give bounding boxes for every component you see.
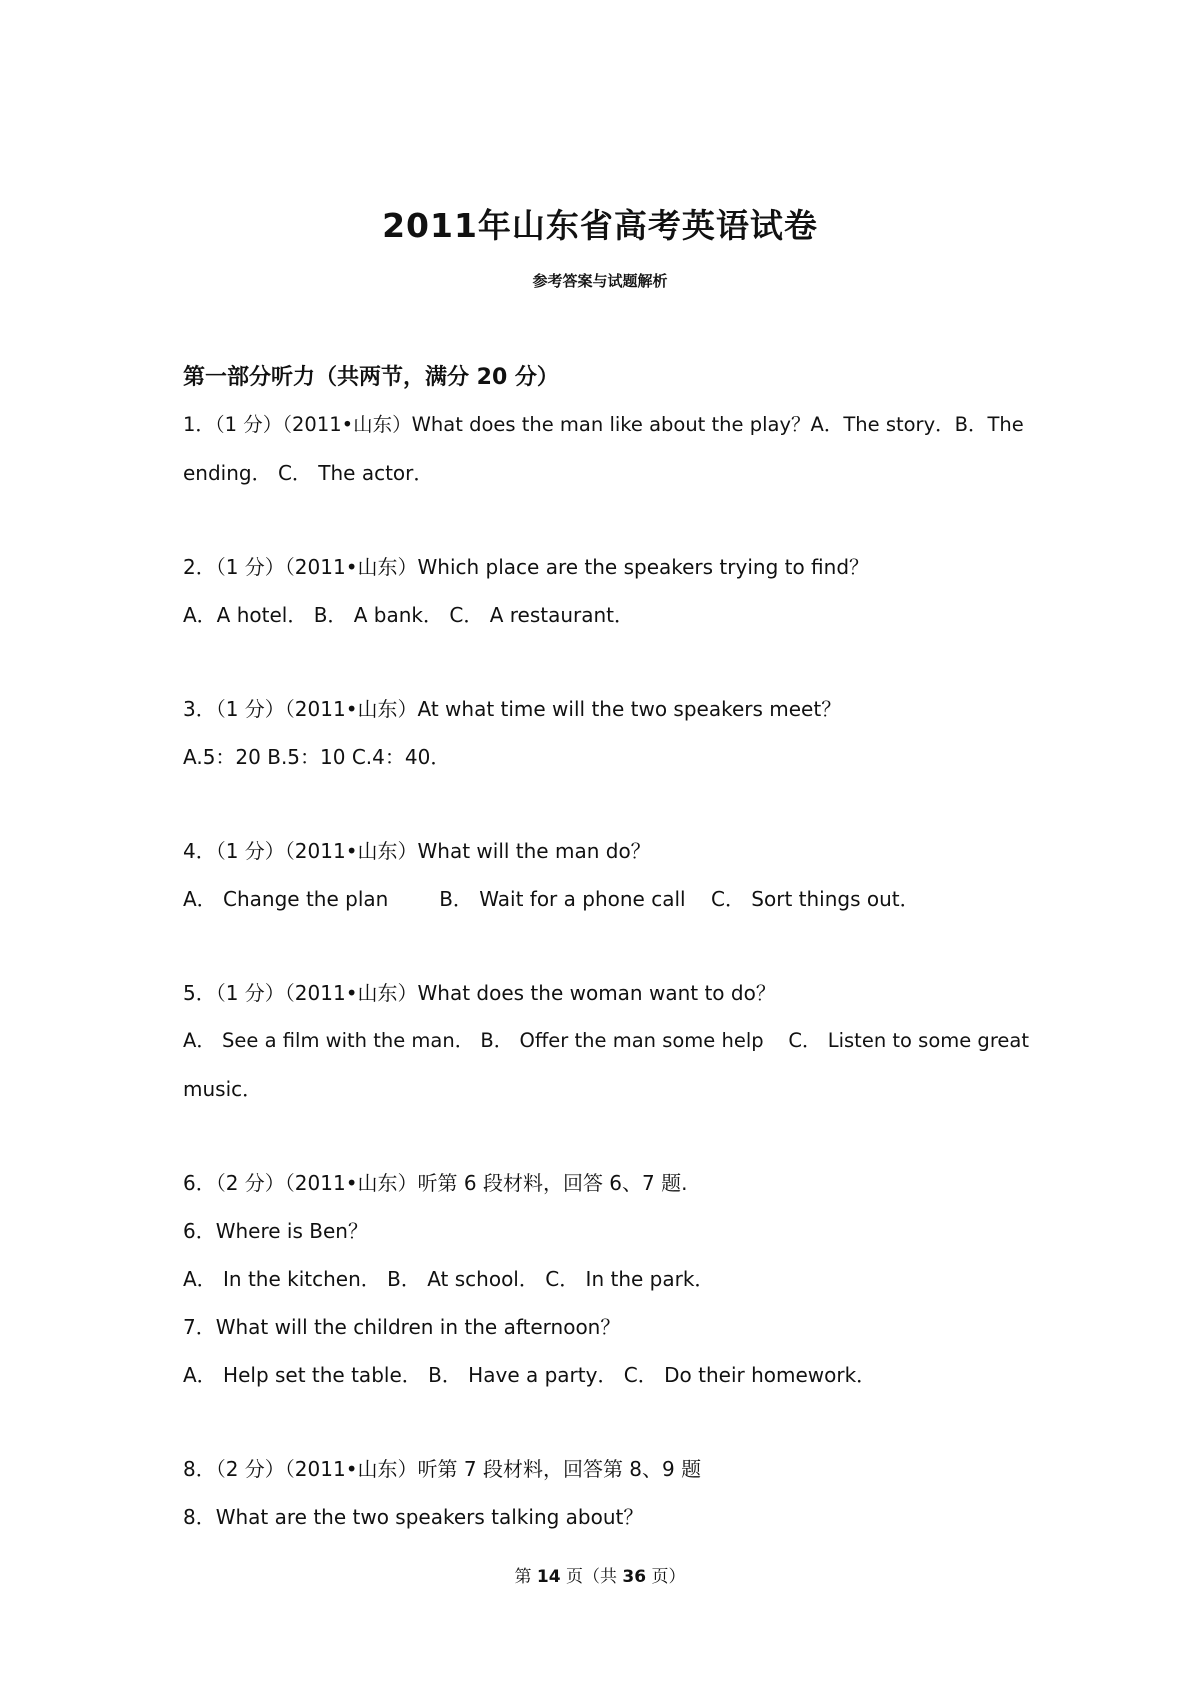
question-line: music． <box>183 1077 263 1101</box>
section-heading: 第一部分听力（共两节，满分 20 分） <box>183 365 559 390</box>
footer-middle: 页（共 <box>560 1567 623 1587</box>
question-line: 6．Where is Ben？ <box>183 1219 368 1243</box>
footer-prefix: 第 <box>514 1567 537 1587</box>
question-line: A． In the kitchen． B． At school． C． In the park． <box>183 1267 715 1291</box>
question-5 <box>183 969 1033 1113</box>
document-title: 2011年山东省高考英语试卷 <box>382 206 818 245</box>
question-1 <box>183 401 1033 497</box>
question-line: A． Change the plan B． Wait for a phone call C． Sort things out． <box>183 887 920 911</box>
question-line: 8．（2 分）（2011•山东）听第 7 段材料，回答第 8、9 题 <box>183 1457 702 1481</box>
question-line: A．A hotel． B． A bank． C． A restaurant． <box>183 603 635 627</box>
question-line: 5．（1 分）（2011•山东）What does the woman want to do？ <box>183 981 776 1005</box>
question-line: ending． C． The actor． <box>183 461 434 485</box>
footer-page-number: 14 <box>536 1567 561 1587</box>
question-line: A． See a film with the man． B． Offer the man some help C． Listen to some great <box>183 1029 1029 1052</box>
question-line: 4．（1 分）（2011•山东）What will the man do？ <box>183 839 651 863</box>
page-footer <box>0 1562 1200 1587</box>
question-3 <box>183 685 1033 781</box>
question-line: 8．What are the two speakers talking about？ <box>183 1505 644 1529</box>
document-body <box>183 355 1033 1541</box>
question-line: 1．（1 分）（2011•山东）What does the man like about the play？A．The story．B．The <box>183 413 1024 436</box>
question-line: A.5：20 B.5：10 C.4：40． <box>183 745 451 769</box>
question-6 <box>183 1159 1033 1399</box>
footer-suffix: 页） <box>646 1567 686 1587</box>
question-line: 2．（1 分）（2011•山东）Which place are the speakers trying to find？ <box>183 555 870 579</box>
question-2 <box>183 543 1033 639</box>
document-subtitle: 参考答案与试题解析 <box>532 272 668 290</box>
question-line: 3．（1 分）（2011•山东）At what time will the two speakers meet？ <box>183 697 842 721</box>
footer-total-pages: 36 <box>622 1567 647 1587</box>
question-line: 7．What will the children in the afternoon？ <box>183 1315 621 1339</box>
question-4 <box>183 827 1033 923</box>
question-line: 6．（2 分）（2011•山东）听第 6 段材料，回答 6、7 题. <box>183 1171 688 1195</box>
question-line: A． Help set the table． B． Have a party． C． Do their homework． <box>183 1363 877 1387</box>
question-8 <box>183 1445 1033 1541</box>
